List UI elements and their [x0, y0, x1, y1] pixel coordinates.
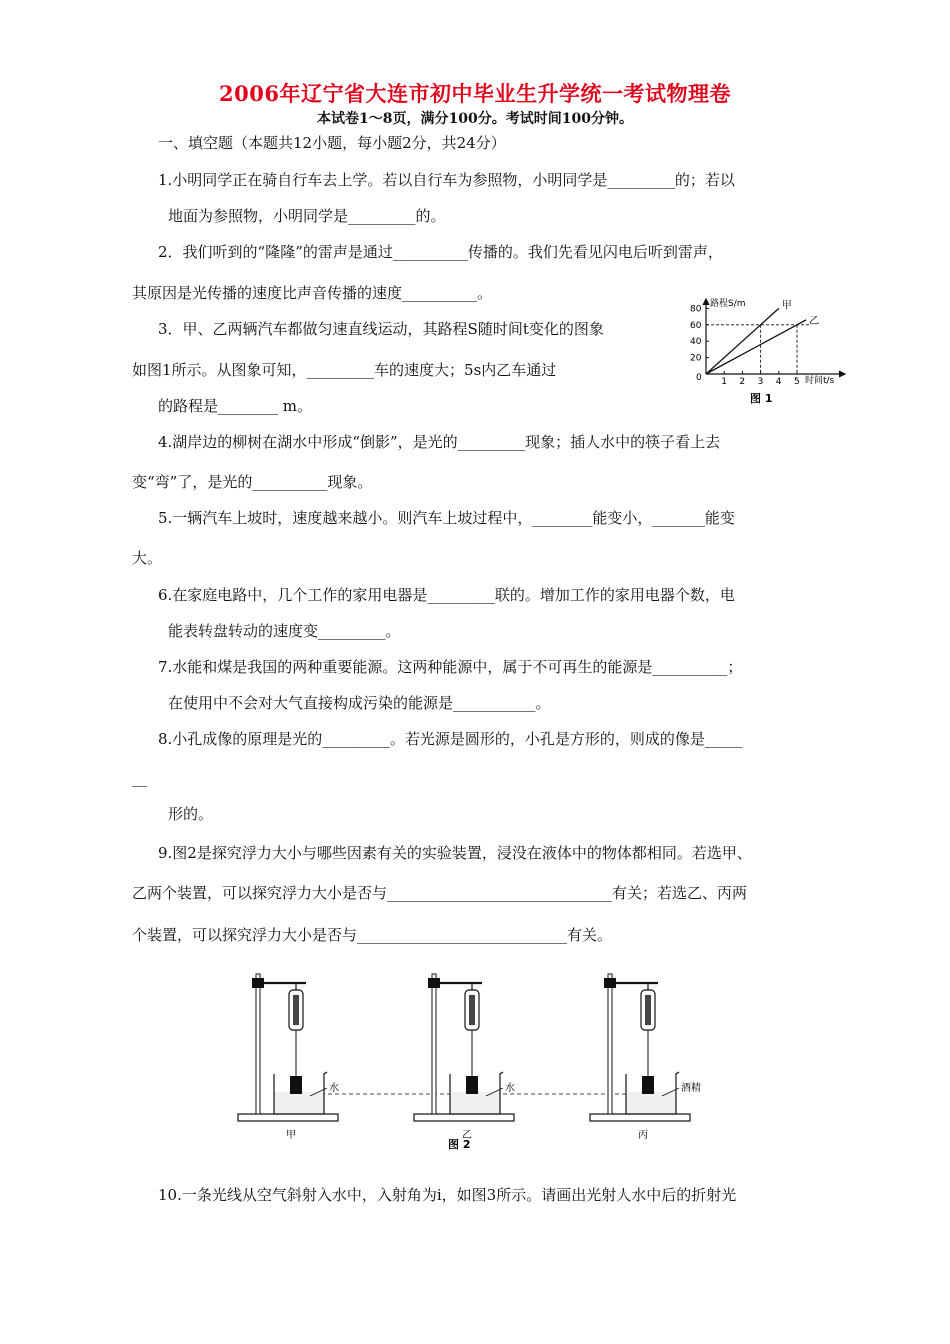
question-8-line-2: __: [132, 769, 147, 787]
liquid: [274, 1092, 324, 1114]
series-label: 乙: [809, 315, 820, 327]
liquid-label: 水: [505, 1083, 515, 1094]
question-7-line-2: 在使用中不会对大气直接构成污染的能源是___________。: [168, 694, 551, 712]
question-3-line-2: 如图1所示。从图象可知，_________车的速度大；5s内乙车通过: [132, 361, 557, 379]
liquid-label: 水: [329, 1083, 339, 1094]
series-label: 甲: [781, 300, 792, 312]
buoyancy-apparatus: [230, 968, 710, 1156]
figure-1: [688, 296, 848, 412]
figure-1-caption: 图 1: [750, 392, 773, 405]
question-5-line-2: 大。: [132, 549, 163, 567]
question-6-line-1: 6.在家庭电路中，几个工作的家用电器是_________联的。增加工作的家用电器个数，电: [158, 586, 735, 604]
y-tick-label: 60: [690, 320, 702, 331]
question-8-line-1: 8.小孔成像的原理是光的_________。若光源是圆形的，小孔是方形的，则成的像是_____: [158, 730, 743, 748]
question-4-line-2: 变“弯”了，是光的__________现象。: [132, 473, 373, 491]
stand-base: [590, 1114, 690, 1121]
question-7-line-1: 7.水能和煤是我国的两种重要能源。这两种能源中，属于不可再生的能源是__________；: [158, 658, 743, 676]
stand-rod: [432, 974, 436, 1114]
question-2-line-2: 其原因是光传播的速度比声音传播的速度__________。: [132, 284, 493, 302]
series-line-yi: [706, 320, 806, 374]
section-heading: 一、填空题（本题共12小题，每小题2分，共24分）: [158, 134, 506, 152]
y-tick-label: 40: [690, 337, 702, 348]
apparatus-setup: [414, 974, 515, 1141]
question-1-line-1: 1.小明同学正在骑自行车去上学。若以自行车为参照物，小明同学是_________的；若以: [158, 171, 735, 189]
question-8-line-3: 形的。: [168, 805, 214, 823]
question-9-line-3: 个装置，可以探究浮力大小是否与____________________________有关。: [132, 926, 613, 944]
submerged-object: [290, 1076, 302, 1094]
x-tick-label: 4: [775, 377, 782, 387]
x-tick-label: 2: [739, 377, 746, 387]
question-9-line-2: 乙两个装置，可以探究浮力大小是否与______________________________有关；若选乙、丙两: [132, 884, 748, 902]
x-tick-label: 1: [721, 377, 727, 387]
submerged-object: [642, 1076, 654, 1094]
figure-2-caption: 图 2: [448, 1138, 471, 1151]
submerged-object: [466, 1076, 478, 1094]
distance-time-chart: [688, 296, 848, 408]
question-10-line-1: 10.一条光线从空气斜射入水中，入射角为i，如图3所示。请画出光射人水中后的折射光: [158, 1186, 737, 1204]
stand-rod: [608, 974, 612, 1114]
question-9-line-1: 9.图2是探究浮力大小与哪些因素有关的实验装置，浸没在液体中的物体都相同。若选甲、: [158, 844, 752, 862]
figure-2: [230, 968, 710, 1160]
question-3-line-3: 的路程是________ m。: [158, 397, 312, 415]
setup-label: 丙: [638, 1130, 648, 1141]
origin-tick: 0: [696, 373, 702, 383]
exam-title: 2006年辽宁省大连市初中毕业生升学统一考试物理卷: [219, 81, 731, 106]
stand-rod: [256, 974, 260, 1114]
liquid: [450, 1092, 500, 1114]
question-2-line-1: 2．我们听到的“隆隆”的雷声是通过__________传播的。我们先看见闪电后听到雷声，: [158, 243, 723, 261]
apparatus-setup: [238, 974, 339, 1141]
y-tick-label: 80: [690, 304, 702, 315]
x-tick-label: 3: [757, 377, 764, 387]
x-axis-label: 时间t/s: [805, 376, 835, 386]
question-6-line-2: 能表转盘转动的速度变_________。: [168, 622, 401, 640]
question-3-line-1: 3．甲、乙两辆汽车都做匀速直线运动，其路程S随时间t变化的图象: [158, 320, 604, 338]
spring-scale-dial: [293, 995, 299, 1025]
stand-base: [414, 1114, 514, 1121]
question-4-line-1: 4.湖岸边的柳树在湖水中形成“倒影”，是光的_________现象；插人水中的筷子看上去: [158, 433, 721, 451]
question-1-line-2: 地面为参照物，小明同学是_________的。: [168, 207, 446, 225]
exam-subtitle: 本试卷1～8页，满分100分。考试时间100分钟。: [317, 111, 633, 127]
liquid-label: 酒精: [681, 1083, 701, 1094]
stand-base: [238, 1114, 338, 1121]
setup-label: 乙: [462, 1130, 472, 1141]
apparatus-setup: [590, 974, 701, 1141]
setup-label: 甲: [286, 1130, 296, 1141]
liquid: [626, 1092, 676, 1114]
x-tick-label: 5: [794, 377, 800, 387]
y-axis-label: 路程S/m: [710, 299, 746, 309]
y-tick-label: 20: [690, 353, 702, 364]
spring-scale-dial: [469, 995, 475, 1025]
question-5-line-1: 5.一辆汽车上坡时，速度越来越小。则汽车上坡过程中，________能变小，_______能变: [158, 509, 735, 527]
spring-scale-dial: [645, 995, 651, 1025]
